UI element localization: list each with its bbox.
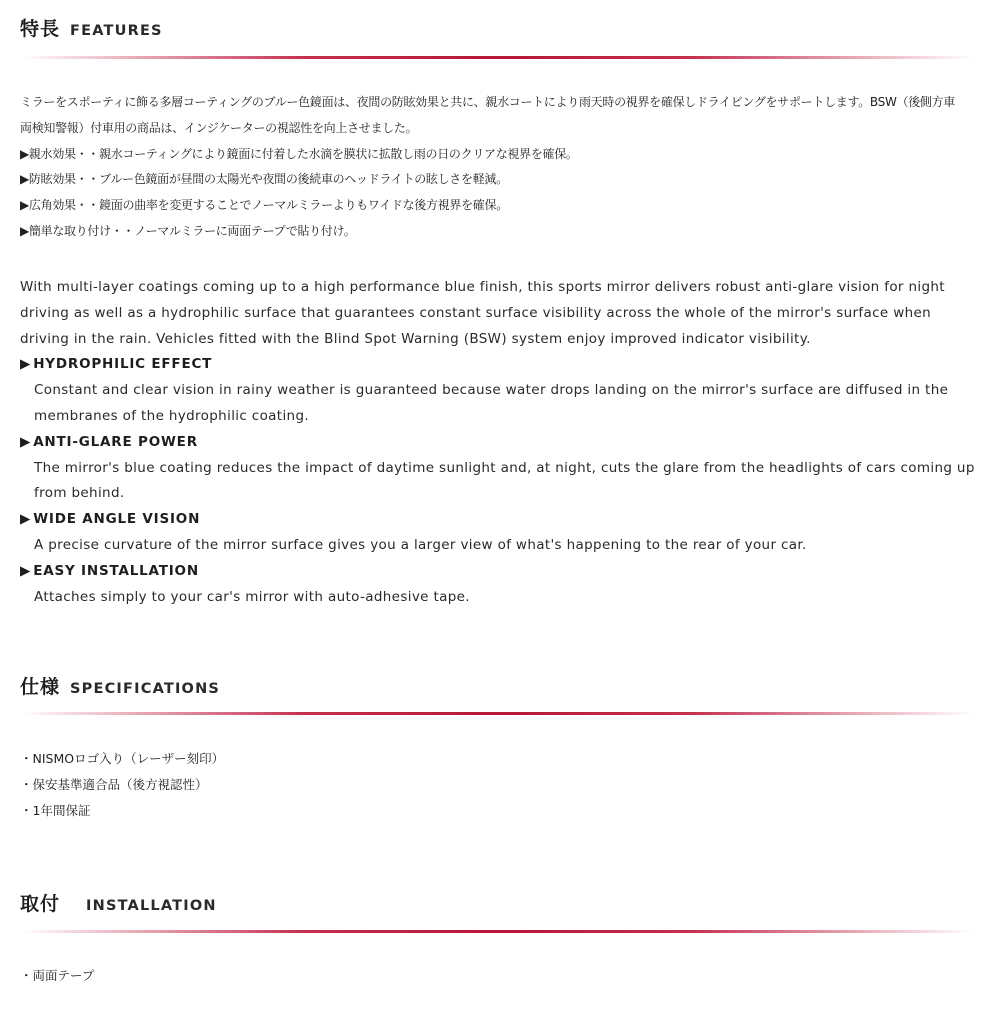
spec-item: ・1年間保証 [20,802,91,818]
en-point-title-text: HYDROPHILIC EFFECT [33,356,213,373]
arrow-right-icon: ▶ [20,511,32,528]
jp-point-wide-angle: ▶広角効果・・鏡面の曲率を変更することでノーマルミラーよりもワイドな後方視界を確保。 [20,198,508,213]
jp-intro-line: ミラーをスポーティに飾る多層コーティングのブルー色鏡面は、夜間の防眩効果と共に、親水コートにより雨天時の視界を確保しドライビングをサポートします。BSW（後側方車 [20,95,956,109]
arrow-right-icon: ▶ [20,433,32,450]
en-intro-paragraph: With multi-layer coatings coming up to a high performance blue finish, this sports mirror delivers robust anti-glare vision for night driving as well as a hydrophilic surface that guarantees constant surface visibility across the whole of the mirror's surface when driving in the rain. Vehicles fitted with the Blind Spot Warning (BSW) system enjoy improved indicator visibility. [20,279,945,347]
specifications-divider [20,712,975,715]
jp-intro-line: 両検知警報）付車用の商品は、インジケーターの視認性を向上させました。 [20,120,418,135]
spec-item: ・保安基準適合品（後方視認性） [20,776,208,792]
en-point-title [20,430,975,456]
specifications-title-en: SPECIFICATIONS [70,681,221,697]
en-point-title [20,507,975,533]
specifications-title-jp: 仕様 [20,676,61,698]
installation-item: ・両面テープ [20,968,95,983]
features-heading [20,14,975,41]
en-point-title-text: ANTI-GLARE POWER [33,433,198,450]
installation-divider [20,930,975,933]
features-title-jp: 特長 [20,18,61,40]
spec-item: ・NISMOロゴ入り（レーザー刻印） [20,751,225,766]
en-point-desc: A precise curvature of the mirror surface gives you a larger view of what's happening to the rear of your car. [34,536,807,553]
en-point-desc: Constant and clear vision in rainy weather is guaranteed because water drops landing on the mirror's surface are diffused in the membranes of the hydrophilic coating. [34,382,949,424]
specifications-heading [20,672,975,699]
installation-heading [20,889,975,916]
en-point-desc: The mirror's blue coating reduces the impact of daytime sunlight and, at night, cuts the glare from the headlights of cars coming up from behind. [34,459,975,502]
installation-title-jp: 取付 [20,893,61,915]
en-point-desc: Attaches simply to your car's mirror with auto-adhesive tape. [34,588,470,605]
arrow-right-icon: ▶ [20,356,32,373]
en-point-title-text: EASY INSTALLATION [33,562,199,579]
installation-section [20,889,975,983]
arrow-right-icon: ▶ [20,562,32,579]
features-title-en: FEATURES [70,23,163,39]
jp-point-installation: ▶簡単な取り付け・・ノーマルミラーに両面テープで貼り付け。 [20,223,356,238]
jp-point-antiglare: ▶防眩効果・・ブルー色鏡面が昼間の太陽光や夜間の後続車のヘッドライトの眩しさを軽減。 [20,172,508,187]
specifications-section [20,672,975,818]
en-point-title [20,559,975,585]
installation-list [20,963,94,989]
en-point-title [20,352,975,378]
jp-point-hydrophilic: ▶親水効果・・親水コーティングにより鏡面に付着した水滴を膜状に拡散し雨の日のクリアな視界を確保。 [20,146,578,161]
features-section [20,14,975,605]
features-jp-block [20,90,955,245]
en-point-title-text: WIDE ANGLE VISION [33,511,201,528]
features-divider [20,56,975,59]
specifications-list [20,746,224,823]
installation-title-en: INSTALLATION [86,898,217,914]
features-en-block [20,275,975,610]
